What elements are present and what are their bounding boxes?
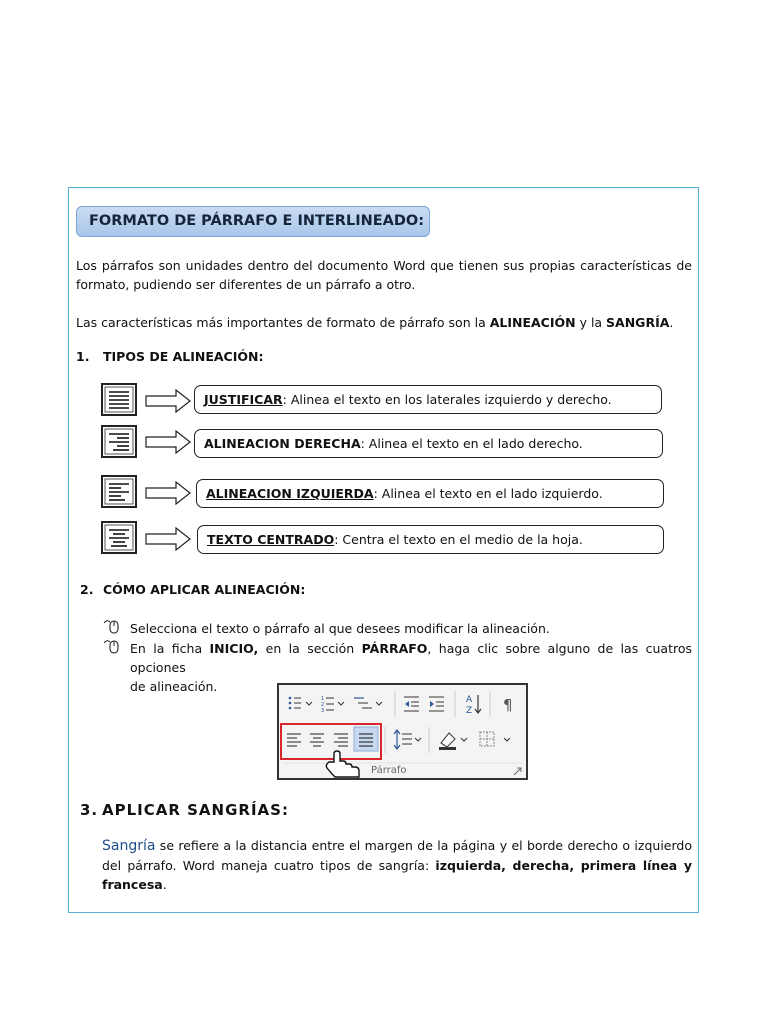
key-features-paragraph (76, 313, 692, 332)
sangria-francesa: francesa (102, 877, 163, 892)
sort-label: Z (466, 706, 473, 716)
step-2-line-2: de alineación. (130, 679, 218, 694)
sangria-line-1: se refiere a la distancia entre el margen de la página y el borde derecho o izquierdo (155, 838, 692, 853)
arrow-icon (145, 430, 191, 454)
intro-line-2: formato, pudiendo ser diferentes de un párrafo a otro. (76, 277, 416, 292)
sangria-paragraph-rest (102, 856, 692, 894)
section-2-title: CÓMO APLICAR ALINEACIÓN: (103, 582, 306, 597)
sangria-term: Sangría (102, 838, 156, 854)
ribbon-align-right-icon (334, 734, 348, 746)
alignment-desc: : Alinea el texto en el lado derecho. (360, 436, 583, 451)
section-2-heading (80, 582, 306, 597)
align-right-icon (101, 425, 137, 458)
sangria-types: izquierda, derecha, primera línea y (435, 858, 692, 873)
intro-paragraph (76, 256, 692, 294)
alignment-right-box (194, 429, 663, 458)
arrow-icon (145, 481, 191, 505)
justify-icon (101, 383, 137, 416)
alignment-label: ALINEACION IZQUIERDA (206, 486, 374, 501)
step-1: Selecciona el texto o párrafo al que desees modificar la alineación. (130, 621, 550, 636)
alignment-label: TEXTO CENTRADO (207, 532, 335, 547)
svg-text:2: 2 (321, 702, 325, 708)
sangria-paragraph-line-1 (102, 836, 692, 856)
arrow-icon (145, 527, 191, 551)
multilevel-list-icon (354, 698, 382, 708)
mouse-bullet-icon (103, 638, 121, 654)
step-2-line-1 (130, 639, 692, 677)
section-3-number: 3. (80, 801, 99, 819)
step-2-text-mid: en la sección (258, 641, 362, 656)
title-banner (76, 206, 430, 237)
section-1-title: TIPOS DE ALINEACIÓN: (103, 349, 264, 364)
svg-text:1: 1 (321, 696, 325, 702)
ribbon-align-left-icon (287, 734, 301, 746)
dialog-launcher-icon (514, 768, 521, 775)
alignment-desc: : Centra el texto en el medio de la hoja. (334, 532, 583, 547)
arrow-icon (145, 389, 191, 413)
sort-label: A (466, 695, 473, 705)
key-sangria: SANGRÍA (606, 315, 670, 330)
alignment-desc: : Alinea el texto en el lado izquierdo. (373, 486, 603, 501)
intro-line-1: Los párrafos son unidades dentro del documento Word que tienen sus propias características de (76, 258, 692, 273)
section-3-title: APLICAR SANGRÍAS: (102, 801, 289, 819)
sangria-end: . (162, 877, 167, 892)
alignment-center-box (197, 525, 664, 554)
alignment-justify-box (194, 385, 662, 414)
step-2-inicio: INICIO, (209, 641, 259, 656)
line-spacing-icon (394, 730, 421, 749)
align-center-icon (101, 521, 137, 554)
shading-icon (439, 733, 467, 750)
ribbon-justify-selected (354, 727, 378, 751)
key-alineacion: ALINEACIÓN (489, 315, 576, 330)
alignment-desc: : Alinea el texto en los laterales izquierdo y derecho. (282, 392, 612, 407)
section-3-heading (80, 801, 289, 819)
borders-icon (480, 732, 510, 746)
key-text-end: . (669, 315, 674, 330)
bullets-icon (289, 697, 312, 710)
paragraph-ribbon-screenshot (277, 683, 528, 780)
pilcrow-icon (503, 696, 513, 714)
section-1-number: 1. (76, 349, 90, 364)
decrease-indent-icon (404, 697, 419, 711)
step-2-parrafo: PÁRRAFO (361, 641, 428, 656)
increase-indent-icon (429, 697, 444, 711)
mouse-bullet-icon (103, 618, 121, 634)
section-2-number: 2. (80, 582, 94, 597)
numbering-icon (321, 696, 344, 714)
step-2-text: En la ficha (130, 641, 210, 656)
ribbon-align-center-icon (310, 734, 324, 746)
alignment-label: ALINEACION DERECHA (204, 436, 361, 451)
alignment-label: JUSTIFICAR (204, 392, 283, 407)
alignment-left-box (196, 479, 664, 508)
svg-text:¶: ¶ (503, 696, 513, 714)
align-left-icon (101, 475, 137, 508)
step-2-text-post: , haga clic sobre alguno de las cuatros opciones (130, 641, 692, 675)
key-text: Las características más importantes de formato de párrafo son la (76, 315, 490, 330)
svg-text:3: 3 (321, 708, 325, 714)
hand-cursor-icon (326, 751, 359, 777)
page-title: FORMATO DE PÁRRAFO E INTERLINEADO: (89, 213, 425, 229)
sort-icon (466, 695, 481, 716)
section-1-heading (76, 349, 264, 364)
ribbon-group-label: Párrafo (371, 765, 407, 776)
key-text-mid: y la (575, 315, 607, 330)
sangria-line-2: del párrafo. Word maneja cuatro tipos de sangría: (102, 858, 436, 873)
